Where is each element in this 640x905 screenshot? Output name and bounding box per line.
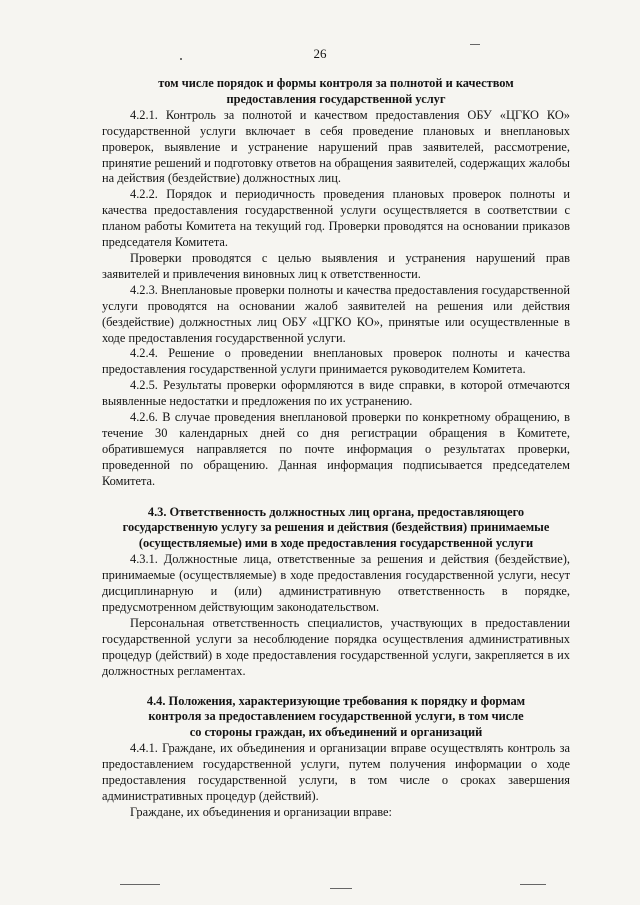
paragraph: 4.2.3. Внеплановые проверки полноты и качества предоставления государственной услуги проводятся на основании жалоб заявителей на решения или действия (бездействие) должностных лиц ОБУ «ЦГКО КО», принятые или осуществленные в ходе предоставления государственной услуги.	[102, 282, 570, 345]
paragraph: 4.2.4. Решение о проведении внеплановых проверок полноты и качества предоставления государственной услуги принимается руководителем Комитета.	[102, 346, 570, 377]
heading-line: том числе порядок и формы контроля за полнотой и качеством	[158, 76, 514, 90]
document-body	[102, 76, 570, 821]
paragraph: Граждане, их объединения и организации вправе:	[130, 804, 392, 819]
section-spacer	[102, 680, 570, 694]
heading-line: предоставления государственной услуг	[226, 91, 446, 106]
paragraph: Проверки проводятся с целью выявления и устранения нарушений прав заявителей и привлечения виновных лиц к ответственности.	[102, 250, 570, 281]
heading-line: (осуществляемые) ими в ходе предоставления государственной услуги	[138, 536, 534, 551]
heading-line: со стороны граждан, их объединений и организаций	[189, 725, 483, 740]
section-spacer	[102, 490, 570, 505]
scan-speck	[520, 884, 546, 885]
paragraph: 4.2.2. Порядок и периодичность проведения плановых проверок полноты и качества предоставления государственной услуги осуществляется в соответствии с планом работы Комитета на текущий год. Проверки проводятся на основании приказов председателя Комитета.	[102, 187, 570, 250]
paragraph: 4.2.5. Результаты проверки оформляются в виде справки, в которой отмечаются выявленные недостатки и предложения по их устранению.	[102, 378, 570, 409]
heading-line: государственную услугу за решения и действия (бездействия) принимаемые	[122, 520, 550, 535]
scan-speck	[120, 884, 160, 885]
scan-speck	[470, 44, 480, 45]
paragraph: 4.2.1. Контроль за полнотой и качеством предоставления ОБУ «ЦГКО КО» государственной услуги включает в себя проведение плановых и внеплановых проверок, выявление и устранение нарушений прав заявителей, рассмотрение, принятие решений и подготовку ответов на обращения заявителей, содержащих жалобы на действия (бездействие) должностных лиц.	[102, 107, 570, 186]
heading-line: 4.3. Ответственность должностных лиц органа, предоставляющего	[147, 504, 525, 519]
heading-line: контроля за предоставлением государственной услуги, в том числе	[148, 709, 524, 724]
heading-line: 4.4. Положения, характеризующие требования к порядку и формам	[146, 693, 526, 708]
paragraph: 4.2.6. В случае проведения внеплановой проверки по конкретному обращению, в течение 30 календарных дней со дня регистрации обращения в Комитете, обратившемуся направляется по почте информация о результатах проверки, проведенной по обращению. Данная информация подписывается председателем Комитета.	[102, 410, 570, 488]
section-heading	[102, 505, 570, 553]
paragraph: 4.4.1. Граждане, их объединения и организации вправе осуществлять контроль за предоставлением государственной услуги, путем получения информации о ходе предоставления государственной услуги, в том числе о сроках завершения административных процедур (действий).	[102, 741, 570, 803]
section-heading	[102, 76, 570, 108]
paragraph: Персональная ответственность специалистов, участвующих в предоставлении государственной услуги за несоблюдение порядка осуществления административных процедур (действий) в ходе предоставления государственной услуги, закрепляется в их должностных регламентах.	[102, 615, 570, 678]
page-number: 26	[313, 46, 327, 61]
paragraph: 4.3.1. Должностные лица, ответственные за решения и действия (бездействие), принимаемые (осуществляемые) в ходе предоставления государственной услуги, несут дисциплинарную и (или) административную ответственность в порядке, предусмотренном действующим законодательством.	[102, 552, 570, 614]
scan-speck	[330, 888, 352, 889]
section-heading	[102, 694, 570, 742]
